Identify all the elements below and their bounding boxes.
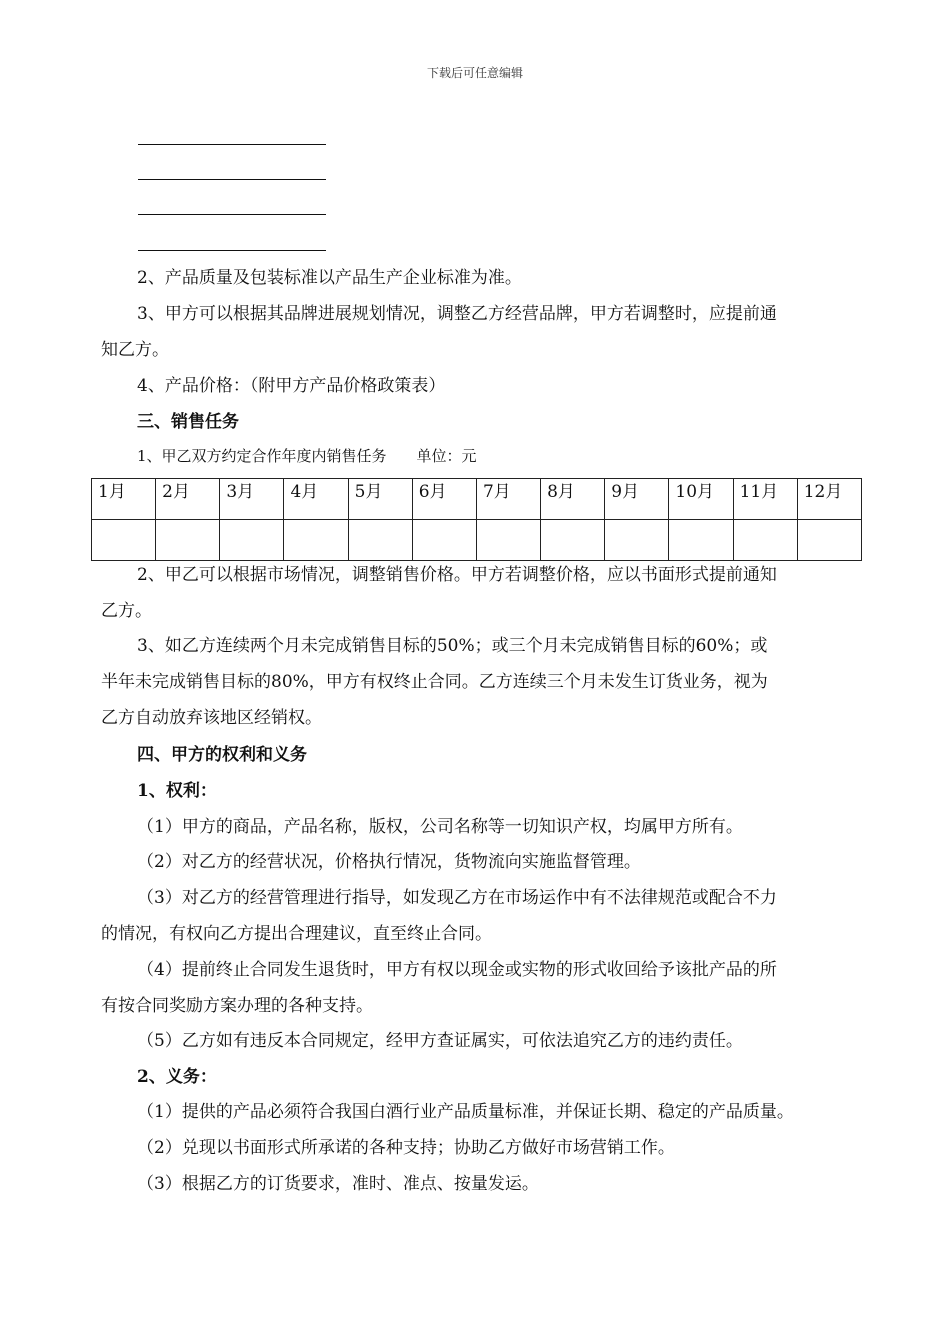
month-cell: 11月 bbox=[733, 479, 797, 520]
value-cell bbox=[541, 520, 605, 561]
monthly-sales-table bbox=[91, 478, 862, 561]
paragraph-right-4-cont: 有按合同奖励方案办理的各种支持。 bbox=[101, 996, 373, 1016]
month-cell: 6月 bbox=[412, 479, 476, 520]
paragraph-brand-adjust: 3、甲方可以根据其品牌进展规划情况，调整乙方经营品牌，甲方若调整时，应提前通 bbox=[137, 304, 777, 324]
blank-fill-line bbox=[138, 250, 326, 251]
value-cell bbox=[284, 520, 348, 561]
paragraph-price-adjust: 2、甲乙可以根据市场情况，调整销售价格。甲方若调整价格，应以书面形式提前通知 bbox=[137, 565, 777, 585]
month-cell: 5月 bbox=[348, 479, 412, 520]
value-cell bbox=[476, 520, 540, 561]
month-cell: 9月 bbox=[605, 479, 669, 520]
paragraph-price-adjust-cont: 乙方。 bbox=[101, 601, 152, 621]
month-cell: 1月 bbox=[92, 479, 156, 520]
value-cell bbox=[220, 520, 284, 561]
paragraph-target-terms: 3、如乙方连续两个月未完成销售目标的50%；或三个月未完成销售目标的60%；或 bbox=[137, 636, 768, 656]
subsection-title-rights: 1、权利： bbox=[137, 781, 217, 801]
subsection-title-duties: 2、义务： bbox=[137, 1067, 217, 1087]
paragraph-right-1: （1）甲方的商品，产品名称，版权，公司名称等一切知识产权，均属甲方所有。 bbox=[137, 817, 743, 837]
paragraph-brand-adjust-cont: 知乙方。 bbox=[101, 340, 169, 360]
paragraph-target-terms-end: 乙方自动放弃该地区经销权。 bbox=[101, 708, 322, 728]
month-cell: 12月 bbox=[797, 479, 861, 520]
month-cell: 3月 bbox=[220, 479, 284, 520]
month-cell: 2月 bbox=[156, 479, 220, 520]
blank-fill-line bbox=[138, 179, 326, 180]
paragraph-target-terms-cont: 半年未完成销售目标的80%，甲方有权终止合同。乙方连续三个月未发生订货业务，视为 bbox=[101, 672, 768, 692]
month-cell: 8月 bbox=[541, 479, 605, 520]
value-cell bbox=[797, 520, 861, 561]
month-cell: 4月 bbox=[284, 479, 348, 520]
month-cell: 10月 bbox=[669, 479, 733, 520]
paragraph-duty-3: （3）根据乙方的订货要求，准时、准点、按量发运。 bbox=[137, 1174, 539, 1194]
paragraph-sales-task: 1、甲乙双方约定合作年度内销售任务 单位：元 bbox=[137, 447, 477, 465]
paragraph-right-3: （3）对乙方的经营管理进行指导，如发现乙方在市场运作中有不法律规范或配合不力 bbox=[137, 888, 777, 908]
paragraph-right-3-cont: 的情况，有权向乙方提出合理建议，直至终止合同。 bbox=[101, 924, 492, 944]
value-cell bbox=[156, 520, 220, 561]
page-header: 下载后可任意编辑 bbox=[426, 66, 523, 80]
paragraph-duty-1: （1）提供的产品必须符合我国白酒行业产品质量标准，并保证长期、稳定的产品质量。 bbox=[137, 1102, 794, 1122]
value-cell bbox=[92, 520, 156, 561]
paragraph-duty-2: （2）兑现以书面形式所承诺的各种支持；协助乙方做好市场营销工作。 bbox=[137, 1138, 675, 1158]
paragraph-product-quality: 2、产品质量及包装标准以产品生产企业标准为准。 bbox=[137, 268, 522, 288]
paragraph-product-price: 4、产品价格：（附甲方产品价格政策表） bbox=[137, 376, 446, 396]
paragraph-right-5: （5）乙方如有违反本合同规定，经甲方查证属实，可依法追究乙方的违约责任。 bbox=[137, 1031, 743, 1051]
value-cell bbox=[669, 520, 733, 561]
value-cell bbox=[605, 520, 669, 561]
month-cell: 7月 bbox=[476, 479, 540, 520]
paragraph-right-4: （4）提前终止合同发生退货时，甲方有权以现金或实物的形式收回给予该批产品的所 bbox=[137, 960, 777, 980]
section-title-sales-task: 三、销售任务 bbox=[137, 412, 239, 432]
section-title-rights-duties: 四、甲方的权利和义务 bbox=[137, 745, 307, 765]
value-cell bbox=[733, 520, 797, 561]
table-header-row bbox=[92, 479, 862, 520]
paragraph-right-2: （2）对乙方的经营状况，价格执行情况，货物流向实施监督管理。 bbox=[137, 852, 641, 872]
value-cell bbox=[412, 520, 476, 561]
table-value-row bbox=[92, 520, 862, 561]
blank-fill-line bbox=[138, 144, 326, 145]
value-cell bbox=[348, 520, 412, 561]
blank-fill-line bbox=[138, 214, 326, 215]
